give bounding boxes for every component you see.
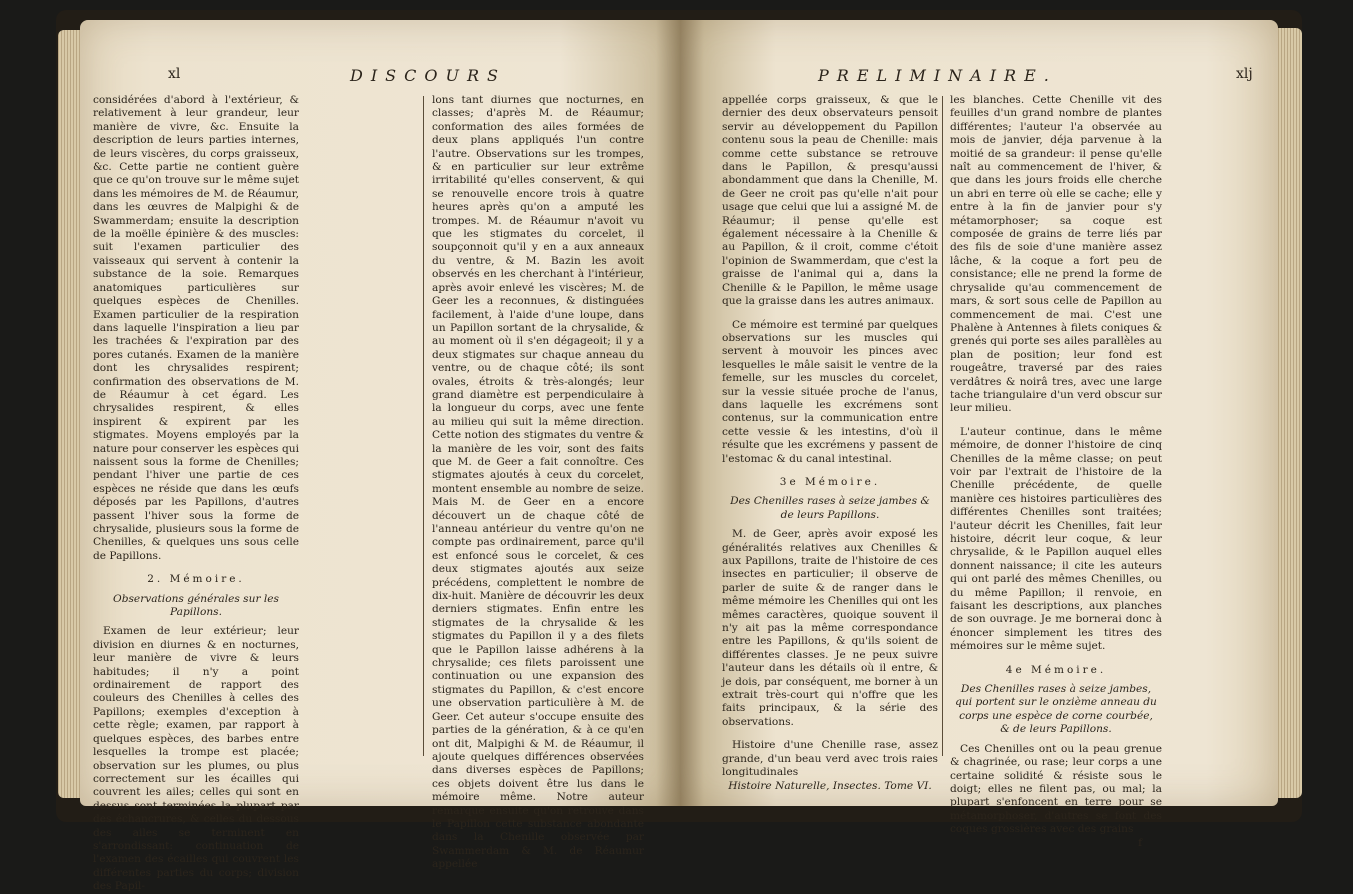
left-col1-heading: 2. Mémoire. [147, 573, 245, 586]
right-page-edges [1276, 28, 1302, 798]
right-col1-paragraph: M. de Geer, après avoir exposé les généralités relatives aux Chenilles & aux Papillons, traite de l'histoire de ces insectes en particulier; il observe de parler de suite & de ranger dans le même mémoire les Chenilles qui ont les mêmes caractères, quoique souvent il n'y ait pas la même correspondance entre les Papillons, & qu'ils soient de différentes classes. Je ne peux suivre l'auteur dans les détails où il entre, & je dois, par conséquent, me borner à un extrait très-court qui n'offre que les faits principaux, & la série des observations. [722, 528, 938, 728]
left-col2-paragraph: lons tant diurnes que nocturnes, en classes; d'après M. de Réaumur; conformation des ailes formées de deux plans appliqués l'un contre l'autre. Observations sur les trompes, & en particulier sur leur extrême irritabilité qu'elles conservent, & qui se renouvelle encore trois à quatre heures après qu'on a amputé les trompes. M. de Réaumur n'avoit vu que les stigmates du corcelet, il soupçonnoit qu'il y en a aux anneaux du ventre, & M. Bazin les avoit observés en les cherchant à l'intérieur, après avoir enlevé les viscères; M. de Geer les a reconnues, & distinguées facilement, à l'aide d'une loupe, dans un Papillon sortant de la chrysalide, & au moment où il s'en dégageoit; il y a deux stigmates sur chaque anneau du ventre, ou de chaque côté; ils sont ovales, étroits & très-alongés; leur grand diamètre est perpendiculaire à la longueur du corps, avec une fente au milieu qui suit la même direction. Cette notion des stigmates du ventre & la manière de les voir, sont des faits que M. de Geer a fait connoître. Ces stigmates ajoutés à ceux du corcelet, montent ensemble au nombre de seize. Mais M. de Geer en a encore découvert un de chaque côté de l'anneau antérieur du ventre qu'on ne compte pas ordinairement, parce qu'il est enfoncé sous le corcelet, & ces deux stigmates ajoutés aux seize précédens, complettent le nombre de dix-huit. Manière de découvrir les deux derniers stigmates. Enfin entre les stigmates de la chrysalide & les stigmates du Papillon il y a des filets que le Papillon laisse adhérens à la chrysalide; ces filets paroissent une continuation ou une expansion des stigmates du Papillon, & c'est encore une observation particulière à M. de Geer. Cet auteur s'occupe ensuite des parties de la génération, & à ce qu'en ont dit, Malpighi & M. de Réaumur, il ajoute quelques différences observées dans diverses espèces de Papillons; ces objets doivent être lus dans le mémoire même. Notre auteur remarque ensuite qu'on retrouve dans le Papillon cette substance abondante dans la Chenille observée par Swammerdam & M. de Réaumur appellée [432, 94, 644, 871]
right-column-rule [942, 96, 943, 756]
left-col1-subheading: Observations générales sur les Papillons. [113, 592, 279, 619]
left-page [80, 20, 680, 893]
left-col1-paragraph: considérées d'abord à l'extérieur, & relativement à leur grandeur, leur manière de vivre, &c. Ensuite la description de leurs parties internes, de leurs viscères, du corps graisseux, &c. Cette partie ne contient guère que ce qu'on trouve sur le même sujet dans les mémoires de M. de Réaumur, dans les œuvres de Malpighi & de Swammerdam; ensuite la description de la moëlle épinière & des muscles: suit l'examen particulier des vaisseaux qui servent à contenir la substance de la soie. Remarques anatomiques particulières sur quelques espèces de Chenilles. Examen particulier de la respiration dans laquelle l'inspiration a lieu par les trachées & l'expiration par des pores cutanés. Examen de la manière dont les chrysalides respirent; confirmation des observations de M. de Réaumur à cet égard. Les chrysalides respirent, & elles inspirent & expirent par les stigmates. Moyens employés par la nature pour conserver les espèces qui naissent sous la forme de Chenilles; pendant l'hiver une partie de ces espèces ne réside que dans les œufs déposés par les Papillons, d'autres passent l'hiver sous la forme de chrysalide, plusieurs sous la forme de Chenilles, & quelques uns sous celle de Papillons. [93, 94, 299, 562]
signature-mark: f [1138, 836, 1142, 849]
left-col1-paragraph: Examen de leur extérieur; leur division en diurnes & en nocturnes, leur manière de vivre & leurs habitudes; il n'y a point ordinairement de rapport des couleurs des Chenilles à celles des Papillons; exemples d'exception à cette règle; examen, par rapport à quelques espèces, des barbes entre lesquelles la trompe est placée; observation sur les plumes, ou plus correctement sur les écailles qui couvrent les ailes; celles qui sont en dessus sont terminées la plupart par des échancrures, & celles du dessous des ailes se terminent en s'arrondissant: continuation de l'examen des écailles qui couvrent les différentes parties du corps; division des Papil- [93, 625, 299, 893]
right-running-head: PRELIMINAIRE. [818, 66, 1057, 85]
left-column-rule [423, 96, 424, 756]
right-col2-paragraph: L'auteur continue, dans le même mémoire, de donner l'histoire de cinq Chenilles de la même classe; on peut voir par l'extrait de l'histoire de la Chenille précédente, de quelle manière ces histoires particulières des différentes Chenilles sont traitées; l'auteur décrit les Chenilles, fait leur histoire, décrit leur coque, & leur chrysalide, & le Papillon auquel elles donnent naissance; il cite les auteurs qui ont parlé des mêmes Chenilles, ou du même Papillon; il renvoie, en faisant les descriptions, aux planches de son ouvrage. Je me bornerai donc à énoncer simplement les titres des mémoires sur le même sujet. [950, 425, 1162, 653]
right-col1-paragraph: appellée corps graisseux, & que le dernier des deux observateurs pensoit servir au développement du Papillon contenu sous la peau de Chenille: mais comme cette substance se retrouve dans le Papillon, & presqu'aussi abondamment que dans la Chenille, M. de Geer ne croit pas qu'elle n'ait pour usage que celui que lui a assigné M. de Réaumur; il pense qu'elle est également nécessaire à la Chenille & au Papillon, & il croit, comme c'étoit l'opinion de Swammerdam, que c'est la graisse de l'animal qui a, dans la Chenille & le Papillon, le même usage que la graisse dans les autres animaux. [722, 94, 938, 308]
right-column-2 [950, 94, 1162, 850]
right-col2-paragraph: les blanches. Cette Chenille vit des feuilles d'un grand nombre de plantes différentes; l'auteur l'a observée au mois de janvier, déja parvenue à la moitié de sa grandeur: il pense qu'elle naît au commencement de l'hiver, & que dans les jours froids elle cherche un abri en terre où elle se cache; elle y entre à la fin de janvier pour s'y métamorphoser; sa coque est composée de grains de terre liés par des fils de soie d'une manière assez lâche, & la coque a fort peu de consistance; elle ne prend la forme de chrysalide qu'au commencement de mars, & sort sous celle de Papillon au commencement de mai. C'est une Phalène à Antennes à filets coniques & grenés qui porte ses ailes parallèles au plan de position; leur fond est rougeâtre, traversé par des raies verdâtres & noirâ tres, avec une large tache triangulaire d'un verd obscur sur leur milieu. [950, 94, 1162, 415]
right-column-1 [722, 94, 938, 793]
right-col1-paragraph: Histoire d'une Chenille rase, assez grande, d'un beau verd avec trois raies longitudinales [722, 739, 938, 779]
right-col2-heading: 4e Mémoire. [1005, 663, 1107, 676]
right-page-number: xlj [1236, 66, 1253, 82]
footer-title: Histoire Naturelle, Insectes. Tome VI. [728, 779, 932, 792]
right-col2-paragraph: Ces Chenilles ont ou la peau grenue & chagrinée, ou rase; leur corps a une certaine solidité & résiste sous le doigt; elles ne filent pas, ou mal; la plupart s'enfoncent en terre pour se métamorphoser, d'autres se font des coques grossières avec des grains [950, 742, 1162, 836]
right-col2-subheading: Des Chenilles rases à seize jambes, qui portent sur le onzième anneau du corps une espèce de corne courbée, & de leurs Papillons. [955, 683, 1157, 736]
right-col1-paragraph: Ce mémoire est terminé par quelques observations sur les muscles qui servent à mouvoir les pinces avec lesquelles le mâle saisit le ventre de la femelle, sur les muscles du corcelet, sur la vessie située proche de l'anus, dans laquelle les excrémens sont contenus, sur la communication entre cette vessie & les intestins, d'où il résulte que les excrémens y passent de l'estomac & du canal intestinal. [722, 318, 938, 465]
left-page-edges [58, 30, 82, 798]
right-col1-subheading: Des Chenilles rases à seize jambes & de leurs Papillons. [730, 495, 930, 521]
right-page [680, 20, 1278, 849]
left-running-head: DISCOURS [350, 66, 506, 85]
right-col1-heading: 3e Mémoire. [779, 475, 881, 488]
left-column-1 [93, 94, 299, 894]
left-page-number: xl [168, 66, 181, 82]
left-column-2 [432, 94, 644, 872]
